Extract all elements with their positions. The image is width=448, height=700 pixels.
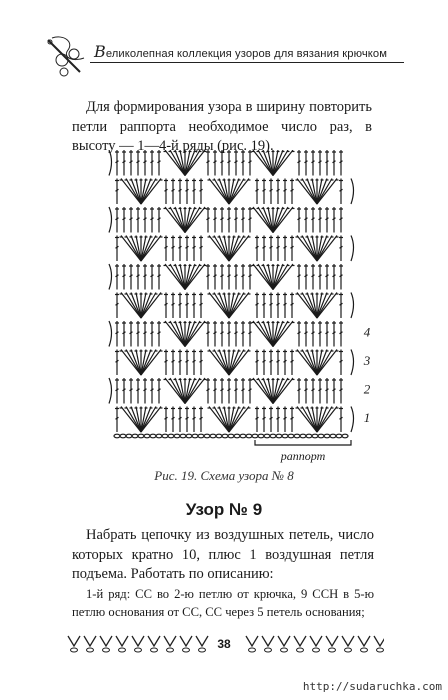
dc-stitch-mark: [242, 218, 245, 220]
dc-stitch-mark: [151, 218, 154, 220]
dc-stitch-mark: [291, 303, 294, 305]
dc-stitch-mark: [207, 161, 210, 163]
row-number: 1: [363, 410, 371, 425]
dc-stitch-mark: [340, 389, 343, 391]
dc-stitch-mark: [116, 246, 119, 248]
dc-stitch-mark: [165, 189, 168, 191]
fan-stitch: [273, 264, 283, 290]
figure-caption: Рис. 19. Схема узора № 8: [154, 468, 294, 483]
chain-stitch: [156, 434, 162, 438]
dc-stitch-mark: [312, 275, 315, 277]
dc-stitch-mark: [116, 275, 119, 277]
dc-stitch-mark: [340, 161, 343, 163]
turning-chain: [351, 350, 354, 376]
dc-stitch-mark: [340, 218, 343, 220]
dc-stitch-mark: [116, 303, 119, 305]
dc-stitch-mark: [228, 161, 231, 163]
fan-stitch: [185, 207, 195, 233]
dc-stitch-mark: [249, 389, 252, 391]
dc-stitch-mark: [249, 275, 252, 277]
repeat-label: раппорт: [280, 449, 326, 463]
header-rule: [90, 62, 404, 63]
dc-stitch-mark: [186, 360, 189, 362]
dc-stitch-mark: [270, 360, 273, 362]
dc-stitch-mark: [291, 360, 294, 362]
dc-stitch-mark: [151, 275, 154, 277]
chain-stitch: [306, 434, 312, 438]
dc-stitch-mark: [228, 389, 231, 391]
dc-stitch-mark: [249, 332, 252, 334]
dc-stitch-mark: [158, 218, 161, 220]
dc-stitch-mark: [249, 218, 252, 220]
dc-stitch-mark: [144, 275, 147, 277]
dc-stitch-mark: [298, 275, 301, 277]
dc-stitch-mark: [151, 389, 154, 391]
fan-stitch: [263, 150, 273, 176]
dc-stitch-mark: [193, 303, 196, 305]
dc-stitch-mark: [242, 161, 245, 163]
dc-stitch-mark: [256, 417, 259, 419]
chain-stitch: [300, 434, 306, 438]
page-header: [44, 32, 404, 80]
fan-stitch: [307, 236, 317, 262]
dc-stitch-mark: [305, 218, 308, 220]
dc-stitch-mark: [172, 189, 175, 191]
dc-stitch-mark: [298, 161, 301, 163]
turning-chain: [109, 321, 112, 347]
dc-stitch-mark: [249, 161, 252, 163]
dc-stitch-mark: [144, 389, 147, 391]
chain-stitch: [138, 434, 144, 438]
turning-chain: [351, 407, 354, 433]
dc-stitch-mark: [186, 189, 189, 191]
dc-stitch-mark: [186, 246, 189, 248]
dc-stitch-mark: [319, 332, 322, 334]
dc-stitch-mark: [333, 161, 336, 163]
fan-stitch: [317, 236, 327, 262]
turning-chain: [109, 207, 112, 233]
dc-stitch-mark: [123, 389, 126, 391]
dc-stitch-mark: [333, 332, 336, 334]
dc-stitch-mark: [165, 417, 168, 419]
fan-stitch: [185, 150, 195, 176]
fan-stitch: [175, 378, 185, 404]
chain-stitch: [162, 434, 168, 438]
dc-stitch-mark: [116, 360, 119, 362]
row-number: 4: [363, 324, 371, 340]
chain-stitch: [264, 434, 270, 438]
fan-stitch: [185, 378, 195, 404]
dc-stitch-mark: [312, 332, 315, 334]
dc-stitch-mark: [165, 246, 168, 248]
dc-stitch-mark: [207, 275, 210, 277]
chain-stitch: [282, 434, 288, 438]
dc-stitch-mark: [221, 161, 224, 163]
header-title-rest: еликолепная коллекция узоров для вязания крючком: [105, 48, 388, 60]
dc-stitch-mark: [263, 303, 266, 305]
dc-stitch-mark: [284, 360, 287, 362]
dc-stitch-mark: [130, 218, 133, 220]
dc-stitch-mark: [179, 303, 182, 305]
fan-stitch: [273, 378, 283, 404]
dc-stitch-mark: [312, 161, 315, 163]
dc-stitch-mark: [305, 161, 308, 163]
dc-stitch-mark: [291, 189, 294, 191]
fan-stitch: [317, 407, 327, 433]
header-title-initial: В: [94, 42, 106, 61]
fan-stitch: [273, 321, 283, 347]
dc-stitch-mark: [284, 189, 287, 191]
dc-stitch-mark: [137, 218, 140, 220]
chain-stitch: [252, 434, 258, 438]
dc-stitch-mark: [137, 161, 140, 163]
chain-stitch: [192, 434, 198, 438]
dc-stitch-mark: [193, 189, 196, 191]
turning-chain: [109, 150, 112, 176]
fan-stitch: [229, 179, 239, 205]
fan-stitch: [229, 236, 239, 262]
fan-stitch: [307, 179, 317, 205]
dc-stitch-mark: [263, 189, 266, 191]
dc-stitch-mark: [277, 303, 280, 305]
fan-stitch: [131, 350, 141, 376]
dc-stitch-mark: [333, 218, 336, 220]
dc-stitch-mark: [340, 189, 343, 191]
chain-stitch: [120, 434, 126, 438]
dc-stitch-mark: [270, 189, 273, 191]
dc-stitch-mark: [165, 303, 168, 305]
fan-stitch: [317, 350, 327, 376]
dc-stitch-mark: [123, 275, 126, 277]
needle-thread-icon: [44, 32, 90, 80]
chain-stitch: [150, 434, 156, 438]
chain-stitch: [294, 434, 300, 438]
dc-stitch-mark: [228, 332, 231, 334]
dc-stitch-mark: [305, 275, 308, 277]
dc-stitch-mark: [298, 332, 301, 334]
dc-stitch-mark: [333, 275, 336, 277]
dc-stitch-mark: [214, 161, 217, 163]
dc-stitch-mark: [200, 360, 203, 362]
dc-stitch-mark: [151, 161, 154, 163]
fan-stitch: [219, 293, 229, 319]
dc-stitch-mark: [326, 161, 329, 163]
dc-stitch-mark: [200, 189, 203, 191]
dc-stitch-mark: [235, 161, 238, 163]
fan-stitch: [185, 264, 195, 290]
dc-stitch-mark: [228, 218, 231, 220]
dc-stitch-mark: [214, 275, 217, 277]
fan-stitch: [307, 350, 317, 376]
turning-chain: [351, 236, 354, 262]
dc-stitch-mark: [305, 332, 308, 334]
dc-stitch-mark: [340, 246, 343, 248]
dc-stitch-mark: [263, 246, 266, 248]
dc-stitch-mark: [179, 360, 182, 362]
fan-stitch: [229, 407, 239, 433]
fan-stitch: [185, 321, 195, 347]
dc-stitch-mark: [193, 417, 196, 419]
chain-stitch: [228, 434, 234, 438]
dc-stitch-mark: [326, 275, 329, 277]
dc-stitch-mark: [207, 218, 210, 220]
fan-stitch: [141, 293, 151, 319]
dc-stitch-mark: [137, 389, 140, 391]
repeat-bracket: [255, 440, 351, 445]
fan-stitch: [175, 321, 185, 347]
fan-stitch: [141, 179, 151, 205]
dc-stitch-mark: [242, 332, 245, 334]
fan-stitch: [307, 293, 317, 319]
dc-stitch-mark: [340, 360, 343, 362]
chain-stitch: [198, 434, 204, 438]
fan-stitch: [317, 179, 327, 205]
fan-stitch: [273, 207, 283, 233]
dc-stitch-mark: [123, 161, 126, 163]
dc-stitch-mark: [214, 389, 217, 391]
dc-stitch-mark: [116, 332, 119, 334]
dc-stitch-mark: [221, 332, 224, 334]
chain-stitch: [342, 434, 348, 438]
dc-stitch-mark: [123, 218, 126, 220]
dc-stitch-mark: [186, 303, 189, 305]
chain-stitch: [330, 434, 336, 438]
dc-stitch-mark: [340, 417, 343, 419]
dc-stitch-mark: [256, 360, 259, 362]
dc-stitch-mark: [291, 246, 294, 248]
dc-stitch-mark: [200, 417, 203, 419]
dc-stitch-mark: [277, 189, 280, 191]
dc-stitch-mark: [305, 389, 308, 391]
dc-stitch-mark: [151, 332, 154, 334]
fan-stitch: [273, 150, 283, 176]
turning-chain: [351, 293, 354, 319]
dc-stitch-mark: [130, 389, 133, 391]
row-1-instruction: 1-й ряд: СС во 2-ю петлю от крючка, 9 ССН в 5-ю петлю основания от СС, СС через 5 петель основания;: [72, 587, 374, 619]
dc-stitch-mark: [235, 275, 238, 277]
dc-stitch-mark: [277, 417, 280, 419]
dc-stitch-mark: [242, 389, 245, 391]
chain-stitch: [186, 434, 192, 438]
dc-stitch-mark: [340, 303, 343, 305]
section-description: Набрать цепочку из воздушных петель, число которых кратно 10, плюс 1 воздушная петля подъема. Работать по описанию:: [72, 527, 374, 582]
fan-stitch: [229, 350, 239, 376]
dc-stitch-mark: [284, 303, 287, 305]
dc-stitch-mark: [228, 275, 231, 277]
dc-stitch-mark: [130, 161, 133, 163]
fan-stitch: [219, 236, 229, 262]
chain-stitch: [234, 434, 240, 438]
page-footer: [64, 632, 384, 656]
dc-stitch-mark: [214, 332, 217, 334]
dc-stitch-mark: [137, 275, 140, 277]
fan-stitch: [141, 350, 151, 376]
dc-stitch-mark: [200, 303, 203, 305]
chain-stitch: [318, 434, 324, 438]
row-number: 2: [363, 381, 371, 397]
chain-stitch: [180, 434, 186, 438]
dc-stitch-mark: [284, 417, 287, 419]
dc-stitch-mark: [277, 246, 280, 248]
dc-stitch-mark: [193, 246, 196, 248]
chain-stitch: [132, 434, 138, 438]
dc-stitch-mark: [130, 332, 133, 334]
dc-stitch-mark: [256, 189, 259, 191]
dc-stitch-mark: [172, 360, 175, 362]
dc-stitch-mark: [291, 417, 294, 419]
dc-stitch-mark: [284, 246, 287, 248]
row-number: 3: [363, 353, 371, 368]
dc-stitch-mark: [256, 303, 259, 305]
dc-stitch-mark: [319, 389, 322, 391]
chain-stitch: [336, 434, 342, 438]
dc-stitch-mark: [172, 303, 175, 305]
chain-stitch: [240, 434, 246, 438]
chain-stitch: [210, 434, 216, 438]
section-title: Узор № 9: [185, 500, 263, 519]
dc-stitch-mark: [235, 389, 238, 391]
fan-stitch: [317, 293, 327, 319]
dc-stitch-mark: [298, 218, 301, 220]
page-number: 38: [217, 637, 231, 651]
chain-stitch: [174, 434, 180, 438]
dc-stitch-mark: [116, 218, 119, 220]
fan-stitch: [131, 179, 141, 205]
dc-stitch-mark: [193, 360, 196, 362]
fan-stitch: [175, 207, 185, 233]
dc-stitch-mark: [172, 246, 175, 248]
dc-stitch-mark: [319, 218, 322, 220]
chain-stitch: [276, 434, 282, 438]
fan-stitch: [219, 407, 229, 433]
dc-stitch-mark: [242, 275, 245, 277]
dc-stitch-mark: [116, 389, 119, 391]
chain-stitch: [270, 434, 276, 438]
dc-stitch-mark: [263, 360, 266, 362]
dc-stitch-mark: [312, 218, 315, 220]
dc-stitch-mark: [298, 389, 301, 391]
turning-chain: [109, 264, 112, 290]
dc-stitch-mark: [270, 303, 273, 305]
dc-stitch-mark: [200, 246, 203, 248]
fan-stitch: [263, 378, 273, 404]
chain-stitch: [312, 434, 318, 438]
dc-stitch-mark: [186, 417, 189, 419]
chain-stitch: [216, 434, 222, 438]
dc-stitch-mark: [207, 332, 210, 334]
crochet-chart: [105, 150, 385, 466]
dc-stitch-mark: [116, 161, 119, 163]
running-header-title: [94, 42, 387, 61]
dc-stitch-mark: [256, 246, 259, 248]
dc-stitch-mark: [221, 218, 224, 220]
dc-stitch-mark: [319, 161, 322, 163]
dc-stitch-mark: [263, 417, 266, 419]
dc-stitch-mark: [340, 275, 343, 277]
chain-stitch: [114, 434, 120, 438]
dc-stitch-mark: [179, 246, 182, 248]
fan-stitch: [131, 293, 141, 319]
chain-stitch: [246, 434, 252, 438]
dc-stitch-mark: [165, 360, 168, 362]
dc-stitch-mark: [333, 389, 336, 391]
chain-stitch: [144, 434, 150, 438]
dc-stitch-mark: [158, 389, 161, 391]
chain-stitch: [288, 434, 294, 438]
chain-stitch: [222, 434, 228, 438]
dc-stitch-mark: [235, 218, 238, 220]
dc-stitch-mark: [221, 389, 224, 391]
chain-stitch: [324, 434, 330, 438]
fan-stitch: [219, 350, 229, 376]
dc-stitch-mark: [270, 417, 273, 419]
dc-stitch-mark: [326, 332, 329, 334]
turning-chain: [109, 378, 112, 404]
fan-stitch: [141, 236, 151, 262]
dc-stitch-mark: [123, 332, 126, 334]
fan-stitch: [263, 321, 273, 347]
fan-stitch: [131, 236, 141, 262]
dc-stitch-mark: [270, 246, 273, 248]
chain-stitch: [126, 434, 132, 438]
fan-stitch: [307, 407, 317, 433]
intro-paragraph: Для формирования узора в ширину повторить петли раппорта необходимое число раз, в высоту — 1—4-й ряды (рис. 19).: [72, 99, 372, 154]
fan-stitch: [141, 407, 151, 433]
dc-stitch-mark: [137, 332, 140, 334]
dc-stitch-mark: [312, 389, 315, 391]
fan-stitch: [229, 293, 239, 319]
fan-stitch: [175, 150, 185, 176]
chain-stitch: [258, 434, 264, 438]
dc-stitch-mark: [130, 275, 133, 277]
dc-stitch-mark: [158, 161, 161, 163]
dc-stitch-mark: [326, 218, 329, 220]
turning-chain: [351, 179, 354, 205]
dc-stitch-mark: [214, 218, 217, 220]
fan-stitch: [131, 407, 141, 433]
dc-stitch-mark: [116, 417, 119, 419]
fan-stitch: [263, 207, 273, 233]
dc-stitch-mark: [144, 332, 147, 334]
dc-stitch-mark: [221, 275, 224, 277]
dc-stitch-mark: [179, 189, 182, 191]
dc-stitch-mark: [144, 161, 147, 163]
dc-stitch-mark: [277, 360, 280, 362]
fan-stitch: [263, 264, 273, 290]
dc-stitch-mark: [235, 332, 238, 334]
dc-stitch-mark: [158, 332, 161, 334]
fan-stitch: [175, 264, 185, 290]
dc-stitch-mark: [319, 275, 322, 277]
dc-stitch-mark: [116, 189, 119, 191]
watermark-url: http://sudaruchka.com: [302, 680, 442, 693]
dc-stitch-mark: [158, 275, 161, 277]
chain-stitch: [204, 434, 210, 438]
chain-stitch: [168, 434, 174, 438]
dc-stitch-mark: [326, 389, 329, 391]
fan-stitch: [219, 179, 229, 205]
dc-stitch-mark: [144, 218, 147, 220]
dc-stitch-mark: [179, 417, 182, 419]
dc-stitch-mark: [172, 417, 175, 419]
dc-stitch-mark: [340, 332, 343, 334]
dc-stitch-mark: [207, 389, 210, 391]
